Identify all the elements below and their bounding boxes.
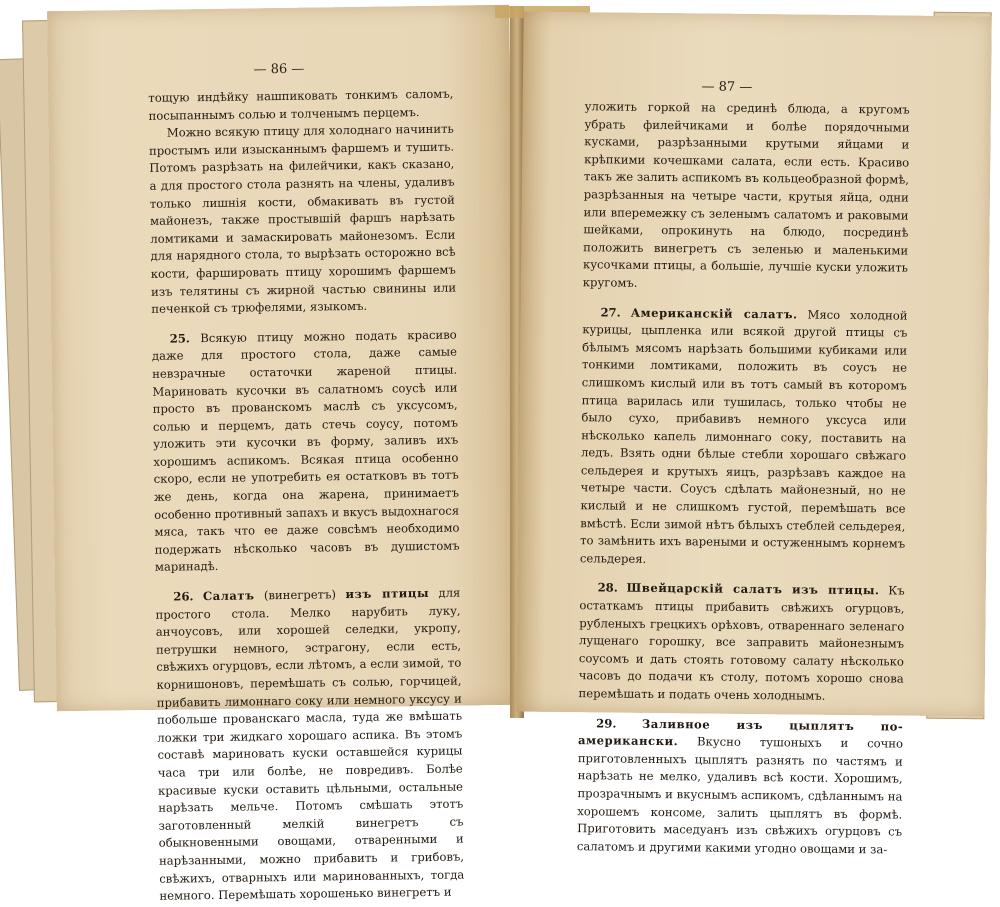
- section-28-text: Къ остаткамъ птицы прибавить свѣжихъ огурцовъ, рубленыхъ грецкихъ орѣховъ, отвареннаго зеленаго лущенаго горошку, все заправить майонезнымъ соусомъ и дать стоять готовому салату нѣсколько часовъ до подачи къ столу, потомъ хорошо снова перемѣшать и подать очень холоднымъ.: [578, 583, 905, 703]
- section-28-number: 28.: [597, 580, 618, 596]
- section-29-title: Заливное изъ цыплятъ по-американски.: [577, 716, 904, 749]
- section-29: [577, 715, 903, 859]
- section-26: [155, 585, 464, 906]
- page-number-86: — 86 —: [253, 61, 305, 78]
- left-paragraph-1: тощую индѣйку нашпиковать тонкимъ саломъ, посыпаннымъ солью и толченымъ перцемъ.: [148, 86, 454, 123]
- section-27-text: Мясо холодной курицы, цыпленка или всякой другой птицы съ бѣлымъ мясомъ нарѣзать большими кубиками или тонкими ломтиками, положить въ соусъ не слишкомъ кислый или въ тотъ самый въ которомъ птица варилась или тушилась, только чтобы не было сухо, прибавивъ немного уксуса или нѣсколько капель лимоннаго соку, поставить на ледъ. Взять одни бѣлые стебли хорошаго свѣжаго сельдерея и крутыхъ яицъ, разрѣзавъ каждое на четыре части. Соусъ сдѣлать майонезный, но не кислый и не слишкомъ густой, перемѣшать все вмѣстѣ. Если зимой нѣтъ бѣлыхъ стеблей сельдерея, то замѣнить ихъ вареными и остуженнымъ корнемъ сельдерея.: [579, 307, 908, 566]
- left-paragraph-2: Можно всякую птицу для холоднаго начинить простымъ или изысканнымъ фаршемъ и тушить. Потомъ разрѣзать на филейчики, какъ сказано, а для простого стола разнять на члены, удаливъ только лишнія кости, обмакивать въ густой майонезъ, также простывшій фаршъ нарѣзать ломтиками и замаскировать майонезомъ. Если для нарядного стола, то вырѣзать осторожно всѣ кости, фаршировать птицу хорошимъ фаршемъ изъ телятины съ жирной частью свинины или печенкой съ трюфелями, языкомъ.: [148, 121, 457, 316]
- section-26-subtitle: (винегретъ): [263, 587, 337, 603]
- section-27-number: 27.: [600, 304, 621, 320]
- section-26-title-2: изъ птицы: [345, 586, 430, 602]
- section-25: [152, 326, 460, 577]
- section-26-title: Салатъ: [202, 588, 255, 604]
- section-27-title: Американскій салатъ.: [630, 305, 798, 321]
- section-25-text: Всякую птицу можно подать красиво даже для простого стола, даже самые невзрачные остаточки жареной птицы. Мариновать кусочки въ салатномъ соусѣ или просто въ прованскомъ маслѣ съ уксусомъ, солью и перцемъ, дать стечь соусу, потомъ уложить эти кусочки въ форму, заливъ ихъ хорошимъ аспикомъ. Всякая птица особенно скоро, если не употребить ея остатковъ въ тотъ же день, когда она жарена, принимаетъ особенно противный запахъ и вкусъ выдохнагося мяса, такъ что ее даже совсѣмъ необходимо подержать нѣсколько часовъ въ душистомъ маринадѣ.: [151, 327, 460, 575]
- section-26-text: для простого стола. Мелко нарубить луку, анчоусовъ, или хорошей селедки, укропу, петрушки немного, эстрагону, если есть, свѣжихъ огурцовъ, если лѣтомъ, а если зимой, то корнишоновъ, перемѣшать съ солью, горчицей, прибавить лимоннаго соку или немного уксусу и побольше прованскаго масла, туда же вмѣшать ложки три жидкаго хорошаго аспика. Въ этомъ составѣ мариновать куски оставшейся курицы часа три или болѣе, не повредивъ. Болѣе красивые куски оставить цѣльными, остальные нарѣзать мельче. Потомъ смѣшать этотъ заготовленный мелкій винегретъ съ обыкновенными овощами, отваренными и нарѣзанными, можно прибавить и грибовъ, свѣжихъ, отварныхъ или маринованныхъ, тогда немного. Перемѣшать хорошенько винегретъ и: [155, 585, 465, 903]
- section-28: [578, 580, 904, 707]
- right-page-text: [577, 98, 910, 859]
- page-number-87: — 87 —: [701, 79, 753, 95]
- section-28-title: Швейцарскій салатъ изъ птицы.: [626, 581, 880, 598]
- section-25-number: 25.: [169, 331, 190, 346]
- left-page-text: [148, 86, 464, 906]
- section-29-number: 29.: [596, 715, 617, 731]
- right-page: [516, 12, 991, 857]
- section-29-text: Вкусно тушоныхъ и сочно приготовленныхъ цыплятъ разнять по частямъ и нарѣзать не мелко, удаливъ всѣ кости. Хорошимъ, прозрачнымъ и вкуснымъ аспикомъ, сдѣланнымъ на хорошемъ консоме, залить цыплятъ въ формѣ. Приготовить маседуанъ изъ свѣжихъ огурцовъ съ салатомъ и другими какими угодно овощами и за-: [576, 734, 904, 857]
- right-paragraph-1: уложить горкой на срединѣ блюда, а кругомъ убрать филейчиками и болѣе порядочными кусками, разрѣзанными крутыми яйцами и крѣпкими кочешками салата, если есть. Красиво такъ же залить аспикомъ въ кольцеобразной формѣ, разрѣзанныя на четыре части, крутыя яйца, одни или вперемежку съ зеленымъ салатомъ и раковыми шейками, опрокинуть на блюдо, посрединѣ положить винегретъ съ зеленью и маленькими кусочками птицы, а большіе, лучшіе куски уложить кругомъ.: [582, 99, 910, 290]
- left-page: [47, 5, 519, 903]
- section-27: [580, 304, 908, 571]
- section-26-number: 26.: [173, 589, 194, 604]
